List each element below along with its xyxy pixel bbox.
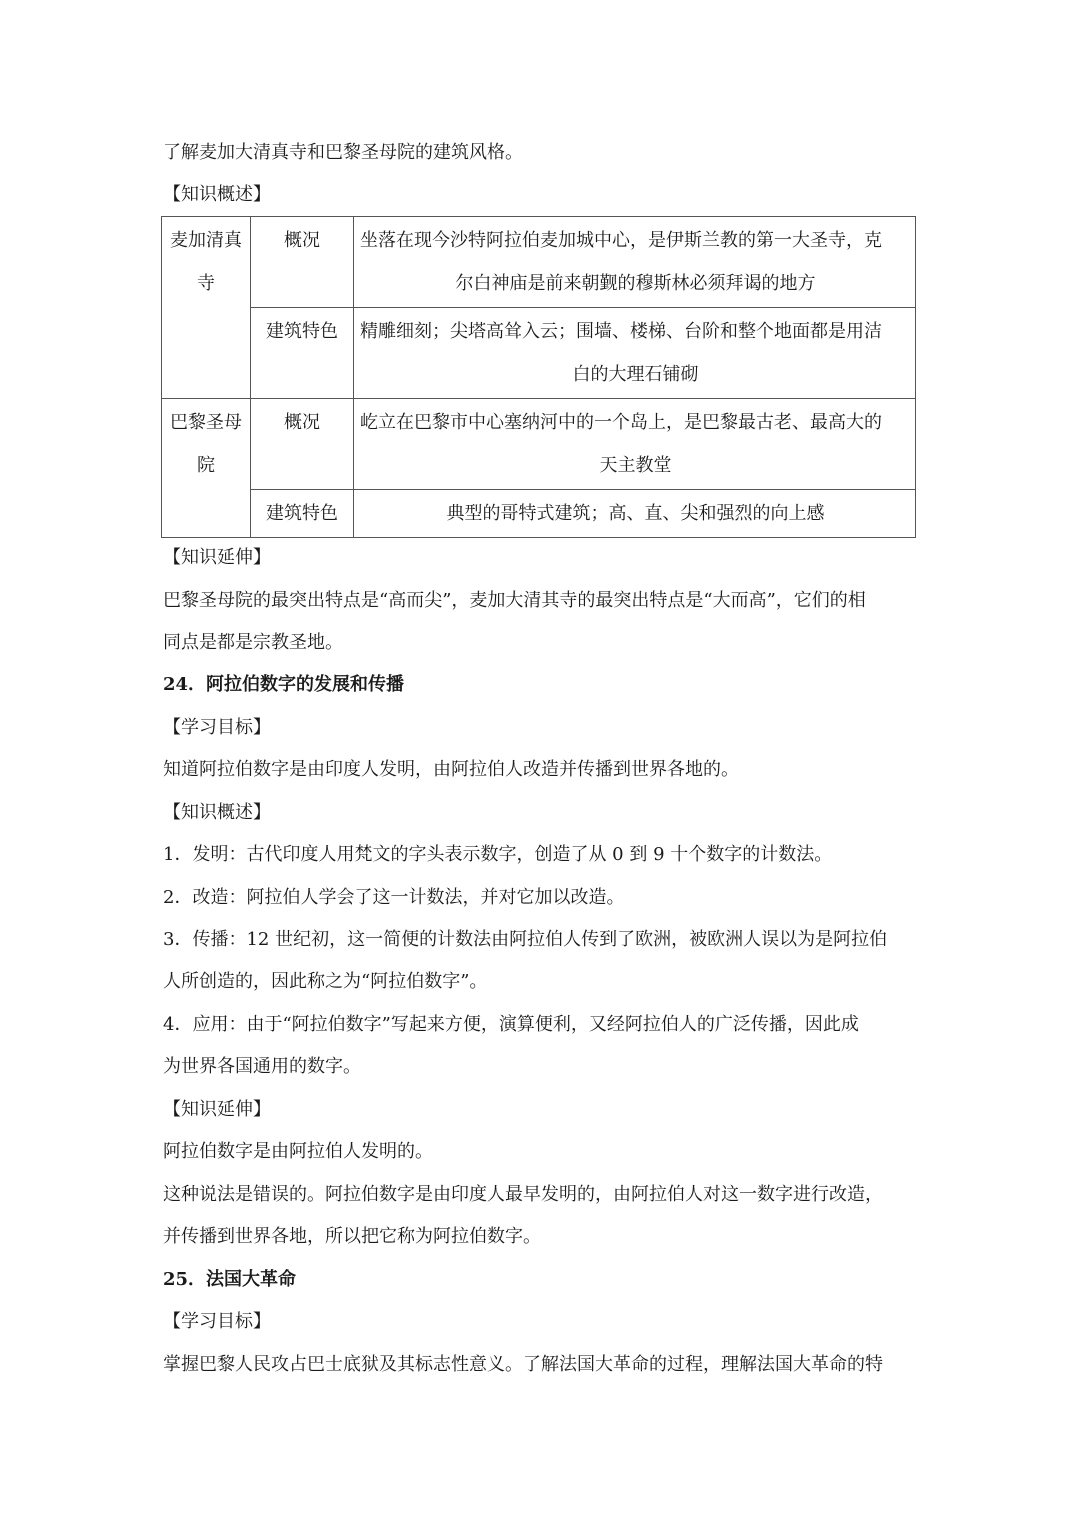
paragraph-line: 同点是都是宗教圣地。 <box>163 632 343 653</box>
content-cell <box>354 308 916 399</box>
heading-extension: 【知识延伸】 <box>163 1099 271 1120</box>
paragraph-line: 知道阿拉伯数字是由印度人发明，由阿拉伯人改造并传播到世界各地的。 <box>163 759 739 780</box>
intro-line: 了解麦加大清真寺和巴黎圣母院的建筑风格。 <box>163 142 523 163</box>
aspect-cell: 概况 <box>251 217 354 308</box>
paragraph-line: 这种说法是错误的。阿拉伯数字是由印度人最早发明的，由阿拉伯人对这一数字进行改造， <box>163 1184 883 1205</box>
content-text: 屹立在巴黎市中心塞纳河中的一个岛上，是巴黎最古老、最高大的 <box>360 412 882 433</box>
list-item: 4．应用：由于“阿拉伯数字”写起来方便，演算便利，又经阿拉伯人的广泛传播，因此成 <box>163 1014 859 1035</box>
content-text: 坐落在现今沙特阿拉伯麦加城中心，是伊斯兰教的第一大圣寺，克 <box>360 230 882 251</box>
heading-goal: 【学习目标】 <box>163 1311 271 1332</box>
content-cell <box>354 217 916 308</box>
list-item: 3．传播：12 世纪初，这一简便的计数法由阿拉伯人传到了欧洲，被欧洲人误以为是阿拉伯 <box>163 929 888 950</box>
site-cell: 麦加清真寺 <box>162 217 251 399</box>
table-row <box>162 399 916 490</box>
paragraph-line: 巴黎圣母院的最突出特点是“高而尖”，麦加大清其寺的最突出特点是“大而高”，它们的相 <box>163 590 866 611</box>
heading-extension: 【知识延伸】 <box>163 547 271 568</box>
paragraph-line: 掌握巴黎人民攻占巴士底狱及其标志性意义。了解法国大革命的过程，理解法国大革命的特 <box>163 1354 883 1375</box>
content-cell <box>354 399 916 490</box>
content-text: 天主教堂 <box>599 455 672 476</box>
heading-goal: 【学习目标】 <box>163 717 271 738</box>
aspect-cell: 建筑特色 <box>251 490 354 538</box>
table-row <box>162 308 916 399</box>
list-item: 2．改造：阿拉伯人学会了这一计数法，并对它加以改造。 <box>163 887 625 908</box>
content-text: 尔白神庙是前来朝觐的穆斯林必须拜谒的地方 <box>455 273 816 294</box>
list-item-continuation: 人所创造的，因此称之为“阿拉伯数字”。 <box>163 971 488 992</box>
knowledge-table <box>161 216 916 538</box>
content-cell <box>354 490 916 538</box>
content-text: 白的大理石铺砌 <box>572 364 699 385</box>
table-row <box>162 490 916 538</box>
list-item: 1．发明：古代印度人用梵文的字头表示数字，创造了从 0 到 9 十个数字的计数法。 <box>163 844 833 865</box>
heading-overview: 【知识概述】 <box>163 184 271 205</box>
site-cell: 巴黎圣母院 <box>162 399 251 538</box>
paragraph-line: 阿拉伯数字是由阿拉伯人发明的。 <box>163 1141 433 1162</box>
table-row <box>162 217 916 308</box>
aspect-cell: 建筑特色 <box>251 308 354 399</box>
list-item-continuation: 为世界各国通用的数字。 <box>163 1056 361 1077</box>
content-text: 精雕细刻；尖塔高耸入云；围墙、楼梯、台阶和整个地面都是用洁 <box>360 321 882 342</box>
aspect-cell: 概况 <box>251 399 354 490</box>
paragraph-line: 并传播到世界各地，所以把它称为阿拉伯数字。 <box>163 1226 541 1247</box>
content-text: 典型的哥特式建筑；高、直、尖和强烈的向上感 <box>446 503 825 524</box>
heading-overview: 【知识概述】 <box>163 802 271 823</box>
section-title: 25．法国大革命 <box>163 1269 297 1290</box>
section-title: 24．阿拉伯数字的发展和传播 <box>163 674 405 695</box>
